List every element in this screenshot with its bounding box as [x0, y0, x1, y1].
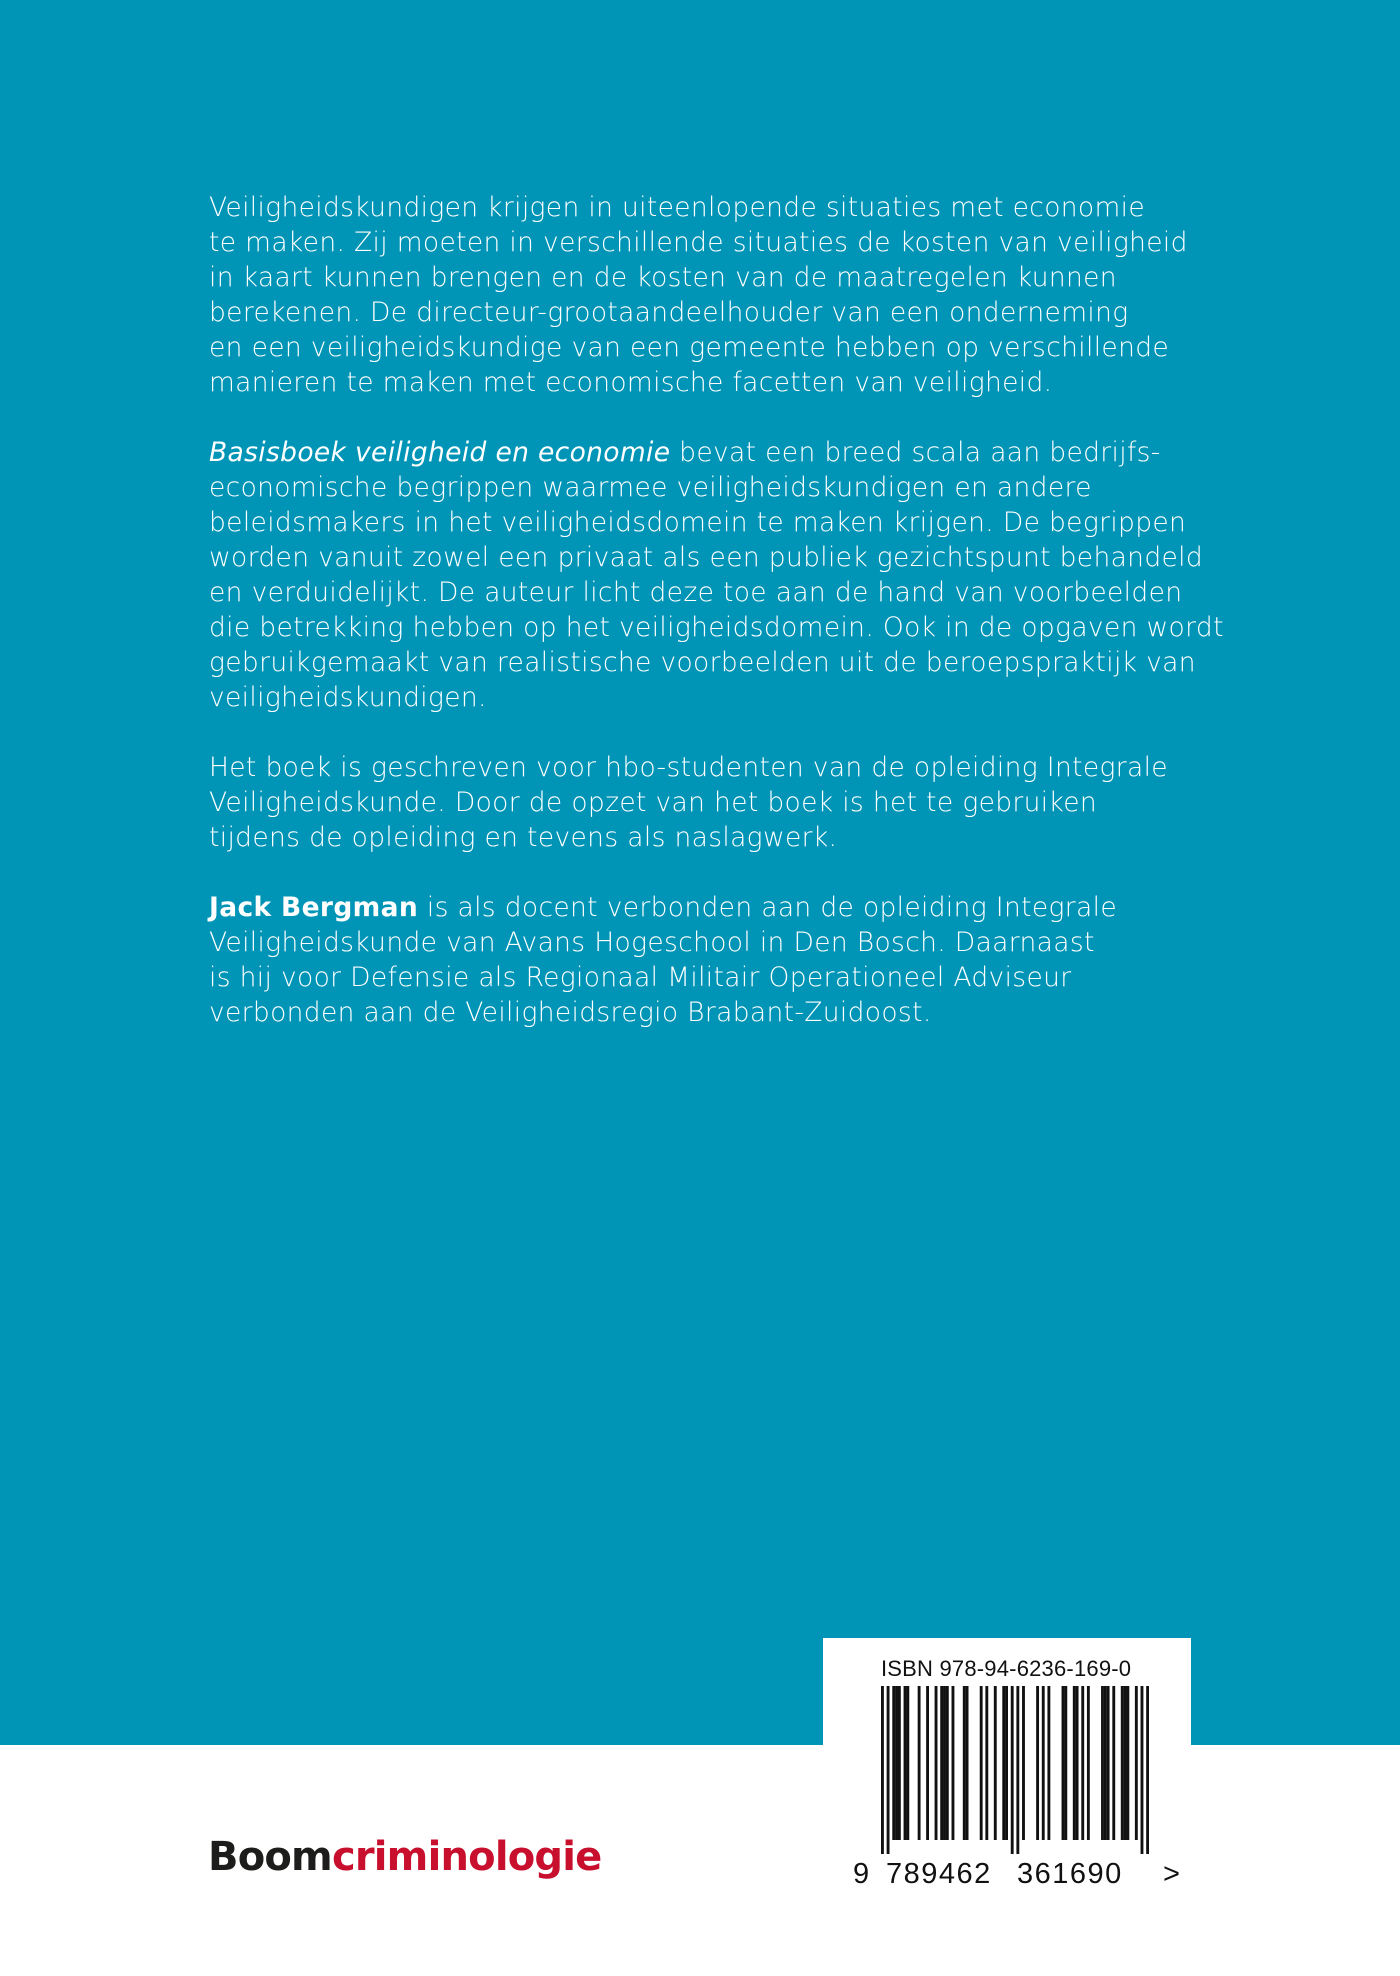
text-line: Veiligheidskunde van Avans Hogeschool in Den Bosch. Daarnaast	[209, 927, 1095, 958]
barcode-bar	[1146, 1686, 1149, 1854]
barcode-bar	[940, 1686, 943, 1840]
barcode-arrow: >	[1163, 1858, 1180, 1890]
barcode-digit-first: 9	[853, 1858, 870, 1890]
book-title: Basisboek veiligheid en economie	[209, 437, 671, 468]
barcode-bar	[1076, 1686, 1079, 1840]
barcode-image	[881, 1686, 1149, 1854]
barcode-bar	[1064, 1686, 1067, 1840]
barcode-bar	[1121, 1686, 1124, 1840]
blurb-paragraph-2	[209, 435, 1224, 715]
text-line: beleidsmakers in het veiligheidsdomein te maken krijgen. De begrippen	[209, 507, 1187, 538]
barcode-bar	[1022, 1686, 1025, 1840]
barcode-bar	[1016, 1686, 1019, 1854]
text-line	[209, 890, 1209, 925]
text-line: in kaart kunnen brengen en de kosten van de maatregelen kunnen	[209, 262, 1117, 293]
logo-criminologie: criminologie	[331, 1834, 602, 1880]
text-line: manieren te maken met economische facetten van veiligheid.	[209, 367, 1053, 398]
barcode-bar	[985, 1686, 988, 1840]
text-line: en verduidelijkt. De auteur licht deze toe aan de hand van voorbeelden	[209, 577, 1183, 608]
author-bio	[209, 890, 1209, 1030]
barcode-bar	[1081, 1686, 1084, 1840]
barcode-bar	[1107, 1686, 1110, 1840]
barcode-bar	[1062, 1686, 1065, 1840]
blurb-paragraph-1	[209, 190, 1209, 400]
barcode-bar	[946, 1686, 949, 1840]
text-line: Veiligheidskunde. Door de opzet van het boek is het te gebruiken	[209, 787, 1098, 818]
barcode-bar	[1141, 1686, 1144, 1854]
text-line: berekenen. De directeur-grootaandeelhouder van een onderneming	[209, 297, 1129, 328]
text-line: tijdens de opleiding en tevens als naslagwerk.	[209, 822, 838, 853]
barcode-bar	[1011, 1686, 1014, 1854]
barcode-bar	[1047, 1686, 1050, 1840]
barcode-digits-right: 361690	[1017, 1858, 1123, 1890]
barcode-box	[823, 1638, 1191, 1899]
text-fragment: bevat een breed scala aan bedrijfs-	[670, 437, 1161, 468]
barcode-bar	[943, 1686, 946, 1840]
text-line: worden vanuit zowel een privaat als een publiek gezichtspunt behandeld	[209, 542, 1204, 573]
isbn-label: ISBN 978-94-6236-169-0	[881, 1656, 1132, 1681]
barcode-digits	[853, 1858, 1183, 1892]
text-line: te maken. Zij moeten in verschillende situaties de kosten van veiligheid	[209, 227, 1188, 258]
blurb-paragraph-3	[209, 750, 1209, 855]
logo-boom: Boom	[208, 1834, 332, 1880]
barcode-bar	[895, 1686, 898, 1840]
barcode-bar	[1124, 1686, 1127, 1840]
text-line: die betrekking hebben op het veiligheidsdomein. Ook in de opgaven wordt	[209, 612, 1224, 643]
barcode-bar	[1126, 1686, 1129, 1840]
text-line: veiligheidskundigen.	[209, 682, 487, 713]
text-line: en een veiligheidskundige van een gemeente hebben op verschillende	[209, 332, 1170, 363]
barcode-bar	[887, 1686, 890, 1854]
barcode-bar	[906, 1686, 909, 1840]
barcode-bar	[1101, 1686, 1104, 1840]
barcode-bar	[904, 1686, 907, 1840]
barcode-bar	[1005, 1686, 1008, 1840]
barcode-bar	[952, 1686, 955, 1840]
barcode-bar	[1042, 1686, 1045, 1840]
text-line: economische begrippen waarmee veiligheidskundigen en andere	[209, 472, 1092, 503]
text-line: Veiligheidskundigen krijgen in uiteenlopende situaties met economie	[209, 192, 1145, 223]
text-line: Het boek is geschreven voor hbo-studenten van de opleiding Integrale	[209, 752, 1168, 783]
barcode-bar	[898, 1686, 901, 1840]
barcode-digits-left: 789462	[886, 1858, 992, 1890]
text-fragment: is als docent verbonden aan de opleiding Integrale	[418, 892, 1117, 923]
text-line	[209, 435, 1209, 470]
barcode-bar	[918, 1686, 921, 1840]
barcode-bar	[1073, 1686, 1076, 1840]
barcode-bar	[966, 1686, 969, 1840]
barcode-bar	[1104, 1686, 1107, 1840]
barcode-bar	[1036, 1686, 1039, 1840]
barcode-bar	[935, 1686, 938, 1840]
publisher-logo	[208, 1834, 602, 1880]
barcode-bar	[892, 1686, 895, 1840]
barcode-bar	[1135, 1686, 1138, 1840]
barcode-bar	[926, 1686, 929, 1840]
barcode-bar	[1087, 1686, 1090, 1840]
back-cover-blurb	[209, 190, 1224, 1030]
text-line: is hij voor Defensie als Regionaal Militair Operationeel Adviseur	[209, 962, 1072, 993]
text-line: gebruikgemaakt van realistische voorbeelden uit de beroepspraktijk van	[209, 647, 1196, 678]
barcode-bar	[1002, 1686, 1005, 1840]
barcode-bar	[994, 1686, 997, 1840]
barcode-bar	[980, 1686, 983, 1840]
barcode-bar	[881, 1686, 884, 1854]
barcode-bar	[963, 1686, 966, 1840]
author-name: Jack Bergman	[209, 892, 419, 923]
barcode-bar	[1112, 1686, 1115, 1840]
text-line: verbonden aan de Veiligheidsregio Brabant-Zuidoost.	[209, 997, 932, 1028]
